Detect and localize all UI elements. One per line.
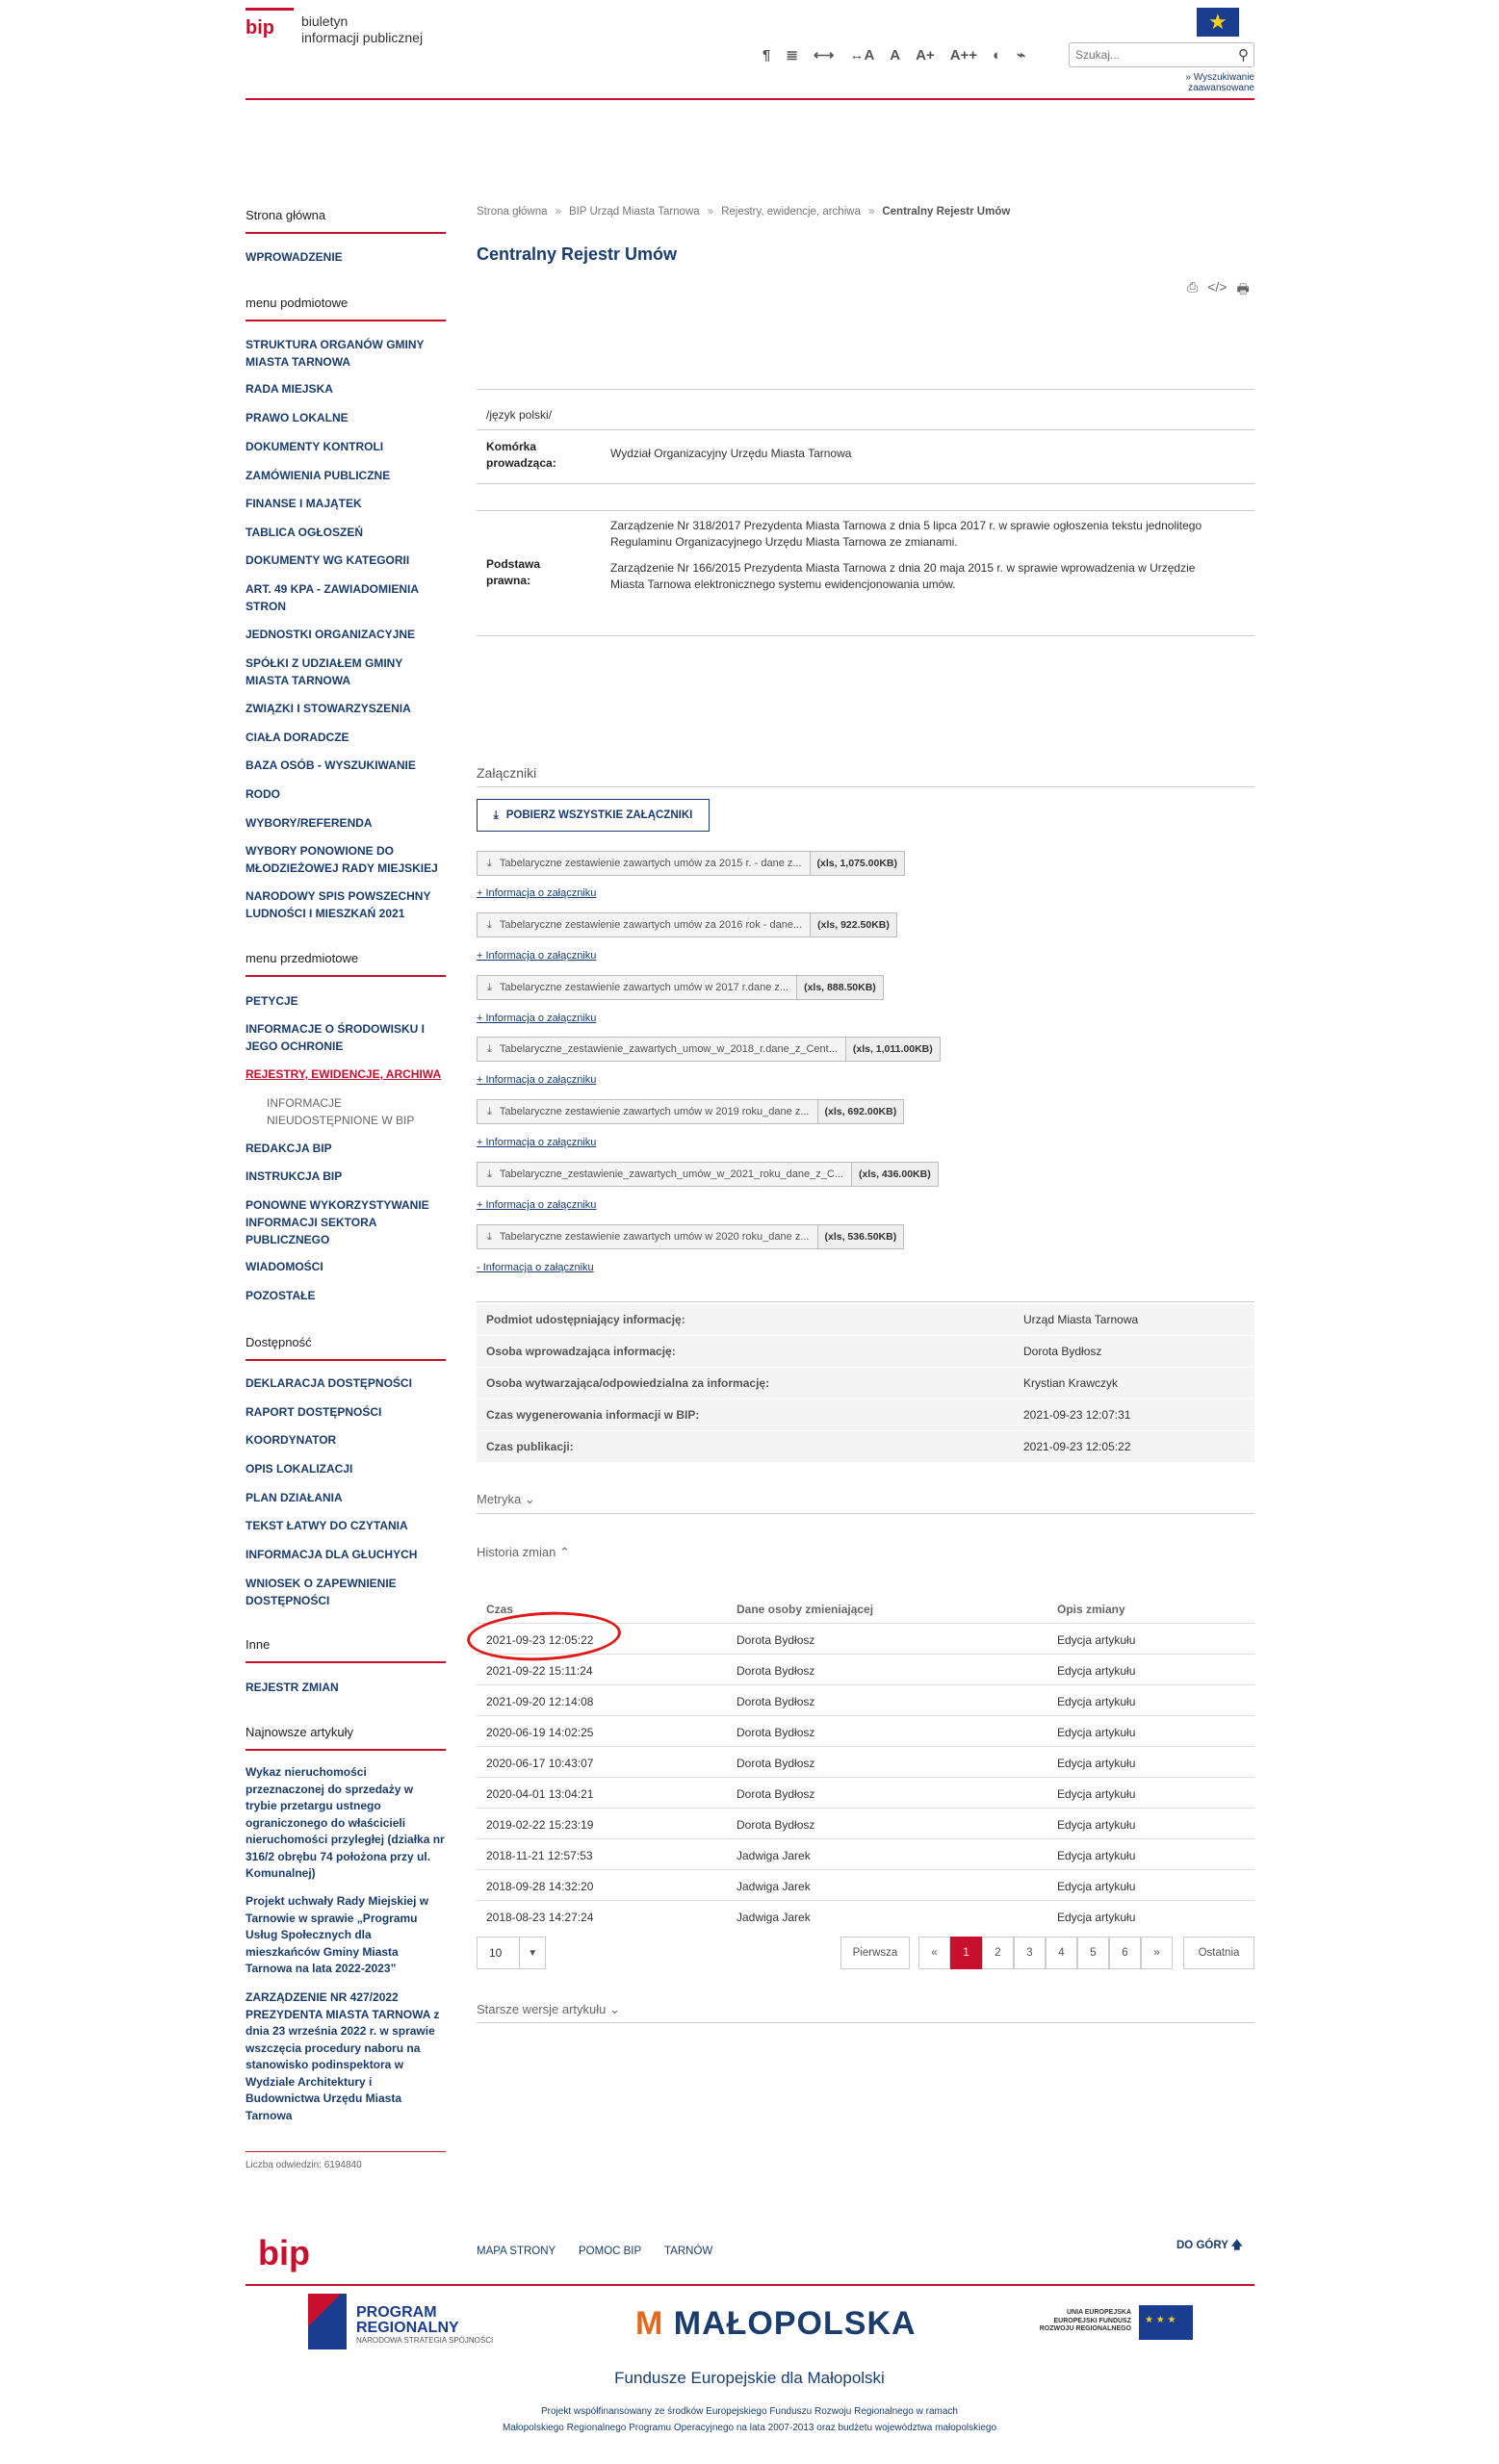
program-line3: NARODOWA STRATEGIA SPÓJNOŚCI [356, 2336, 494, 2345]
page-title: Centralny Rejestr Umów [477, 244, 678, 264]
sidebar-item[interactable]: RAPORT DOSTĘPNOŚCI [246, 1405, 382, 1419]
download-icon: ⤓ [487, 918, 492, 931]
sidebar-item[interactable]: DEKLARACJA DOSTĘPNOŚCI [246, 1376, 412, 1390]
embed-code-icon[interactable]: </> [1207, 279, 1228, 295]
footer-link-tarnow[interactable]: TARNÓW [664, 2246, 713, 2257]
project-text [0, 2403, 1499, 2436]
malopolska-text: MAŁOPOLSKA [673, 2305, 917, 2342]
attachment-item[interactable] [477, 1162, 939, 1187]
pagination-page-current[interactable]: 1 [950, 1937, 982, 1969]
divider [477, 2022, 1254, 2023]
info-value: 2021-09-23 12:05:22 [1023, 1440, 1131, 1453]
info-row [477, 1304, 1254, 1336]
font-normal-button[interactable]: A [890, 46, 901, 64]
info-row [477, 1368, 1254, 1399]
footer-divider [246, 2284, 1254, 2286]
footer-bip-logo[interactable]: bip [258, 2233, 310, 2272]
download-icon: ⤓ [487, 1230, 492, 1243]
cell-time: 2018-08-23 14:27:24 [486, 1911, 594, 1924]
sidebar-item[interactable]: BAZA OSÓB - WYSZUKIWANIE [246, 758, 416, 772]
cell-description: Edycja artykułu [1057, 1633, 1136, 1647]
cell-description: Edycja artykułu [1057, 1880, 1136, 1893]
accessibility-toolbar [762, 40, 1025, 69]
pagination-page[interactable]: 4 [1046, 1937, 1077, 1969]
attachment-name: Tabelaryczne_zestawienie_zawartych_umow_w_2018_r.dane_z_Cent... [499, 1043, 838, 1055]
pagination-page[interactable]: 3 [1014, 1937, 1046, 1969]
cell-time: 2021-09-20 12:14:08 [486, 1695, 594, 1708]
table-row [477, 1655, 1254, 1685]
attachment-name: Tabelaryczne zestawienie zawartych umów za 2016 rok - dane... [499, 919, 803, 931]
attachment-item[interactable] [477, 912, 897, 937]
attachment-info-link[interactable]: + Informacja o załączniku [477, 1199, 597, 1211]
attachment-size: (xls, 922.50KB) [810, 913, 896, 937]
pagination-page[interactable]: 6 [1109, 1937, 1141, 1969]
info-key: Osoba wprowadzająca informację: [486, 1345, 676, 1358]
info-row [477, 1431, 1254, 1463]
info-value: Dorota Bydłosz [1023, 1345, 1102, 1358]
attachment-name: Tabelaryczne zestawienie zawartych umów w 2019 roku_dane z... [499, 1106, 810, 1117]
search-box [1069, 42, 1254, 67]
pagination-first[interactable]: Pierwsza [840, 1937, 910, 1969]
pdf-icon[interactable]: ⎙ [1187, 279, 1199, 295]
cell-description: Edycja artykułu [1057, 1726, 1136, 1739]
cell-description: Edycja artykułu [1057, 1849, 1136, 1862]
pagination-next[interactable]: » [1141, 1937, 1173, 1969]
table-row [477, 1809, 1254, 1839]
sidebar-item[interactable]: OPIS LOKALIZACJI [246, 1462, 353, 1476]
sidebar-item[interactable]: ART. 49 KPA - ZAWIADOMIENIA STRON [246, 582, 419, 613]
cell-person: Dorota Bydłosz [737, 1695, 815, 1708]
cell-person: Dorota Bydłosz [737, 1787, 815, 1801]
pagination-page[interactable]: 5 [1077, 1937, 1109, 1969]
cell-time: 2018-11-21 12:57:53 [486, 1849, 593, 1862]
divider [477, 1301, 1254, 1302]
language-label: /język polski/ [486, 408, 553, 422]
eu-flag-icon [1197, 8, 1239, 37]
table-row [477, 1870, 1254, 1901]
chevron-down-icon: ▼ [519, 1938, 545, 1968]
header-divider [246, 98, 1254, 100]
info-row [477, 1399, 1254, 1431]
info-value: Krystian Krawczyk [1023, 1376, 1119, 1390]
breadcrumb-current: Centralny Rejestr Umów [882, 206, 1011, 218]
cell-description: Edycja artykułu [1057, 1911, 1136, 1924]
col-description: Opis zmiany [1057, 1603, 1125, 1616]
article-tools [1187, 279, 1250, 302]
logo-line1: biuletyn [301, 13, 349, 29]
sidebar-item[interactable]: INFORMACJA DLA GŁUCHYCH [246, 1548, 418, 1561]
download-icon: ⤓ [487, 1168, 492, 1180]
legal-basis-1: Zarządzenie Nr 318/2017 Prezydenta Miasta Tarnowa z dnia 5 lipca 2017 r. w sprawie ogłoszenia tekstu jednolitego Regulaminu Organizacyjnego Urzędu Miasta Tarnowa ze zmianami. [610, 519, 1202, 549]
cell-person: Dorota Bydłosz [737, 1757, 815, 1770]
news-link[interactable]: Wykaz nieruchomości przeznaczonej do sprzedaży w trybie przetargu ustnego ograniczonego do właścicieli nieruchomości przyległej (działka nr 316/2 obrębu 74 położona przy ul. Komunalnej) [246, 1765, 445, 1880]
logo-bar [246, 8, 294, 11]
divider [477, 429, 1254, 430]
download-icon: ⤓ [493, 808, 499, 821]
eu-text: UNIA EUROPEJSKA EUROPEJSKI FUNDUSZ ROZWOJU REGIONALNEGO [1039, 2309, 1131, 2332]
download-icon: ⤓ [487, 857, 492, 869]
font-largest-button[interactable]: A++ [949, 46, 978, 64]
breadcrumb-sep: » [555, 206, 561, 218]
sidebar-item[interactable]: REDAKCJA BIP [246, 1142, 332, 1155]
download-all-button[interactable] [477, 799, 710, 832]
cell-time: 2019-02-22 15:23:19 [486, 1818, 594, 1832]
attachment-info-link[interactable]: + Informacja o załączniku [477, 1074, 597, 1086]
attachment-item[interactable] [477, 1224, 904, 1249]
sidebar-head-news: Najnowsze artykuły [246, 1725, 446, 1751]
download-all-label: POBIERZ WSZYSTKIE ZAŁĄCZNIKI [505, 809, 693, 821]
info-key: Podmiot udostępniający informację: [486, 1313, 685, 1326]
program-line1: PROGRAM [356, 2304, 437, 2321]
sidebar-head-home[interactable]: Strona główna [246, 208, 446, 234]
attachment-size: (xls, 692.00KB) [817, 1100, 904, 1123]
malopolska-logo [635, 2305, 917, 2343]
sidebar-item[interactable]: ZAMÓWIENIA PUBLICZNE [246, 469, 391, 482]
cell-description: Edycja artykułu [1057, 1664, 1136, 1678]
divider [477, 1513, 1254, 1514]
font-larger-button[interactable]: A+ [916, 46, 935, 64]
sidebar-item[interactable]: PLAN DZIAŁANIA [246, 1491, 343, 1504]
cell-person: Dorota Bydłosz [737, 1664, 815, 1678]
breadcrumb-sep: » [867, 206, 875, 218]
download-icon: ⤓ [487, 1105, 492, 1117]
rss-icon[interactable]: ⌁ [1017, 47, 1026, 64]
sidebar-item[interactable]: INSTRUKCJA BIP [246, 1169, 343, 1183]
breadcrumb-item[interactable]: BIP Urząd Miasta Tarnowa [568, 206, 700, 218]
cell-person: Jadwiga Jarek [737, 1880, 811, 1893]
sidebar-item[interactable]: WNIOSEK O ZAPEWNIENIE DOSTĘPNOŚCI [246, 1577, 397, 1607]
sidebar-item[interactable]: DOKUMENTY WG KATEGORII [246, 553, 410, 567]
news-link[interactable]: ZARZĄDZENIE NR 427/2022 PREZYDENTA MIASTA TARNOWA z dnia 23 września 2022 r. w sprawie wszczęcia procedury naboru na stanowisko podinspektora w Wydziale Architektury i Budownictwa Urzędu Miasta Tarnowa [246, 1990, 440, 2122]
divider [477, 483, 1254, 484]
sidebar-head-other: Inne [246, 1637, 446, 1663]
search-input[interactable] [1070, 43, 1224, 66]
cell-time: 2020-04-01 13:04:21 [486, 1787, 594, 1801]
sidebar-item[interactable]: SPÓŁKI Z UDZIAŁEM GMINY MIASTA TARNOWA [246, 656, 403, 687]
sidebar-head-object: menu przedmiotowe [246, 951, 446, 977]
sidebar-item[interactable]: JEDNOSTKI ORGANIZACYJNE [246, 628, 416, 641]
pagination-prev[interactable]: « [918, 1937, 950, 1969]
program-line2: REGIONALNY [356, 2320, 459, 2336]
sidebar-subitem[interactable]: INFORMACJE NIEUDOSTĘPNIONE W BIP [267, 1096, 415, 1127]
sidebar-item[interactable]: RODO [246, 787, 280, 801]
logo-mark: bip [246, 17, 274, 38]
divider [477, 786, 1254, 787]
attachment-item[interactable] [477, 1037, 941, 1062]
attachment-info-link[interactable]: + Informacja o załączniku [477, 887, 597, 899]
download-icon: ⤓ [487, 981, 492, 993]
attachment-item[interactable] [477, 851, 905, 876]
download-icon: ⤓ [487, 1042, 492, 1055]
table-row [477, 1901, 1254, 1932]
cell-person: Jadwiga Jarek [737, 1849, 811, 1862]
sidebar-item[interactable]: INFORMACJE O ŚRODOWISKU I JEGO OCHRONIE [246, 1022, 426, 1053]
divider [477, 389, 1254, 390]
table-row [477, 1747, 1254, 1778]
sidebar-item[interactable]: KOORDYNATOR [246, 1433, 337, 1447]
text-width-icon[interactable]: ↔A [849, 46, 875, 64]
legal-basis-label: Podstawa prawna: [486, 557, 541, 587]
attachment-item[interactable] [477, 1099, 904, 1124]
sidebar-item[interactable]: REJESTR ZMIAN [246, 1681, 339, 1694]
breadcrumb-sep: » [707, 206, 714, 218]
attachment-name: Tabelaryczne zestawienie zawartych umów w 2020 roku_dane z... [499, 1231, 810, 1243]
pagination-page[interactable]: 2 [982, 1937, 1014, 1969]
malopolska-m-icon: M [635, 2305, 664, 2342]
contrast-icon[interactable]: ◐ [993, 46, 1002, 64]
paragraph-icon[interactable]: ¶ [762, 46, 771, 64]
divider [477, 510, 1254, 511]
table-row [477, 1839, 1254, 1870]
cell-description: Edycja artykułu [1057, 1787, 1136, 1801]
attachment-info-link[interactable]: + Informacja o załączniku [477, 1013, 597, 1024]
breadcrumb-item[interactable]: Rejestry, ewidencje, archiwa [721, 206, 861, 218]
footer-link-help[interactable]: POMOC BIP [579, 2246, 642, 2257]
to-top-link[interactable]: DO GÓRY 🡅 [1176, 2240, 1243, 2251]
cell-person: Jadwiga Jarek [737, 1911, 811, 1924]
attachment-name: Tabelaryczne zestawienie zawartych umów za 2015 r. - dane z... [499, 858, 802, 869]
sidebar-item[interactable]: ZWIĄZKI I STOWARZYSZENIA [246, 702, 411, 715]
sidebar-item[interactable]: TEKST ŁATWY DO CZYTANIA [246, 1519, 408, 1532]
sidebar-item[interactable]: POZOSTAŁE [246, 1289, 316, 1302]
cell-time: 2018-09-28 14:32:20 [486, 1880, 594, 1893]
metryka-toggle[interactable]: Metryka ⌄ [477, 1492, 535, 1506]
breadcrumb [477, 206, 1010, 218]
unit-label: Komórka prowadząca: [486, 440, 556, 470]
cell-time: 2021-09-23 12:05:22 [486, 1633, 594, 1647]
sidebar-item[interactable]: PRAWO LOKALNE [246, 411, 349, 424]
attachment-size: (xls, 1,011.00KB) [845, 1038, 940, 1061]
divider [477, 635, 1254, 636]
attachment-info-link[interactable]: + Informacja o załączniku [477, 1137, 597, 1148]
footer-link-sitemap[interactable]: MAPA STRONY [477, 2246, 556, 2257]
sidebar-item-active[interactable]: REJESTRY, EWIDENCJE, ARCHIWA [246, 1067, 442, 1081]
sidebar-item[interactable]: CIAŁA DORADCZE [246, 731, 349, 744]
letter-spacing-icon[interactable]: ⟷ [813, 47, 835, 64]
info-key: Czas publikacji: [486, 1440, 574, 1453]
sidebar-item[interactable]: WYBORY/REFERENDA [246, 816, 373, 830]
visit-counter: Liczba odwiedzin: 6194840 [246, 2151, 446, 2170]
eu-flag-icon [1139, 2305, 1193, 2340]
cell-person: Dorota Bydłosz [737, 1633, 815, 1647]
bip-logo[interactable] [246, 8, 438, 45]
news-link[interactable]: Projekt uchwały Rady Miejskiej w Tarnowie w sprawie „Programu Usług Społecznych dla mieszkańców Gminy Miasta Tarnowa na lata 2022-2023” [246, 1894, 429, 1975]
sidebar-item[interactable]: PONOWNE WYKORZYSTYWANIE INFORMACJI SEKTORA PUBLICZNEGO [246, 1198, 429, 1246]
cell-time: 2021-09-22 15:11:24 [486, 1664, 593, 1678]
attachment-size: (xls, 1,075.00KB) [810, 852, 904, 875]
attachments-title: Załączniki [477, 765, 537, 781]
attachment-size: (xls, 536.50KB) [817, 1225, 904, 1248]
info-value: 2021-09-23 12:07:31 [1023, 1408, 1131, 1422]
history-toggle[interactable]: Historia zmian ⌃ [477, 1545, 570, 1559]
program-logo-icon [308, 2294, 347, 2349]
search-icon[interactable]: ⚲ [1238, 47, 1249, 64]
table-row [477, 1685, 1254, 1716]
col-person: Dane osoby zmieniającej [737, 1603, 874, 1616]
project-line1: Projekt współfinansowany ze środków Europejskiego Funduszu Rozwoju Regionalnego w ramach [540, 2406, 958, 2417]
col-time: Czas [486, 1603, 514, 1616]
cell-person: Dorota Bydłosz [737, 1818, 815, 1832]
attachment-item[interactable] [477, 975, 884, 1000]
attachment-name: Tabelaryczne zestawienie zawartych umów w 2017 r.dane z... [499, 982, 789, 993]
print-icon[interactable]: 🖶 [1236, 281, 1250, 296]
sidebar-item[interactable]: STRUKTURA ORGANÓW GMINY MIASTA TARNOWA [246, 338, 425, 369]
page-size-select[interactable] [477, 1937, 546, 1969]
table-row [477, 1716, 1254, 1747]
fund-title: Fundusze Europejskie dla Małopolski [614, 2369, 885, 2387]
sidebar-item[interactable]: WYBORY PONOWIONE DO MŁODZIEŻOWEJ RADY MIEJSKIEJ [246, 844, 438, 875]
sidebar-head-subject: menu podmiotowe [246, 295, 446, 321]
page-size-value: 10 [489, 1946, 503, 1960]
attachment-name: Tabelaryczne_zestawienie_zawartych_umów_w_2021_roku_dane_z_C... [499, 1168, 843, 1180]
info-key: Osoba wytwarzająca/odpowiedzialna za informację: [486, 1376, 770, 1390]
legal-basis-2: Zarządzenie Nr 166/2015 Prezydenta Miasta Tarnowa z dnia 20 maja 2015 r. w sprawie wprowadzenia w Urzędzie Miasta Tarnowa elektronicznego systemu ewidencjonowania umów. [610, 561, 1196, 591]
pagination-last[interactable]: Ostatnia [1183, 1937, 1254, 1969]
cell-time: 2020-06-17 10:43:07 [486, 1757, 594, 1770]
unit-value: Wydział Organizacyjny Urzędu Miasta Tarnowa [610, 447, 852, 460]
sidebar-item[interactable]: RADA MIEJSKA [246, 382, 333, 396]
attachment-info-link[interactable]: + Informacja o załączniku [477, 950, 597, 962]
attachment-size: (xls, 436.00KB) [851, 1163, 938, 1186]
cell-description: Edycja artykułu [1057, 1757, 1136, 1770]
program-regionalny-logo [308, 2294, 501, 2349]
older-versions-toggle[interactable]: Starsze wersje artykułu ⌄ [477, 2002, 620, 2016]
project-line2: Małopolskiego Regionalnego Programu Operacyjnego na lata 2007-2013 oraz budżetu województwa małopolskiego [502, 2423, 997, 2433]
sidebar-item[interactable]: PETYCJE [246, 994, 298, 1008]
attachment-info-link[interactable]: - Informacja o załączniku [477, 1262, 594, 1273]
sidebar-head-access: Dostępność [246, 1335, 446, 1361]
logo-line2: informacji publicznej [301, 30, 424, 45]
cell-time: 2020-06-19 14:02:25 [486, 1726, 594, 1739]
table-row [477, 1778, 1254, 1809]
attachment-size: (xls, 888.50KB) [796, 976, 883, 999]
sidebar-item[interactable]: FINANSE I MAJĄTEK [246, 497, 362, 510]
line-height-icon[interactable]: ≣ [786, 47, 798, 64]
sidebar-item[interactable]: NARODOWY SPIS POWSZECHNY LUDNOŚCI I MIESZKAŃ 2021 [246, 889, 431, 920]
sidebar-item[interactable]: TABLICA OGŁOSZEŃ [246, 526, 363, 539]
cell-description: Edycja artykułu [1057, 1695, 1136, 1708]
info-value: Urząd Miasta Tarnowa [1023, 1313, 1139, 1326]
sidebar-item[interactable]: WIADOMOŚCI [246, 1260, 323, 1273]
sidebar-item-intro[interactable]: WPROWADZENIE [246, 250, 343, 264]
sidebar-item[interactable]: DOKUMENTY KONTROLI [246, 440, 384, 453]
info-row [477, 1336, 1254, 1368]
info-key: Czas wygenerowania informacji w BIP: [486, 1408, 700, 1422]
advanced-search-link[interactable]: » Wyszukiwanie zaawansowane [1185, 72, 1254, 93]
eu-logo [1035, 2305, 1194, 2340]
breadcrumb-item[interactable]: Strona główna [477, 206, 548, 218]
cell-person: Dorota Bydłosz [737, 1726, 815, 1739]
cell-description: Edycja artykułu [1057, 1818, 1136, 1832]
